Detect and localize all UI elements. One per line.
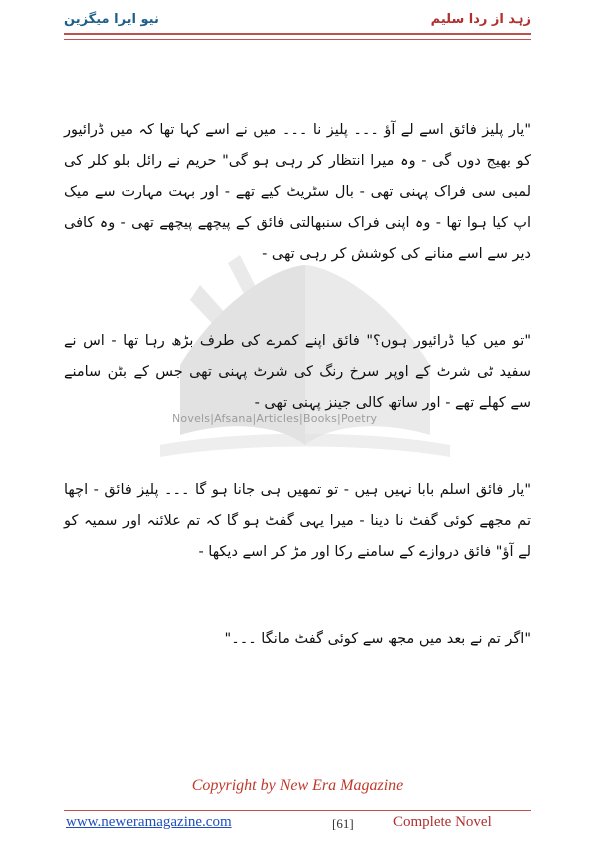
complete-novel-label: Complete Novel <box>393 814 492 830</box>
website-link[interactable]: www.neweramagazine.com <box>66 814 232 830</box>
paragraph: "یار فائق اسلم بابا نہیں ہیں - تو تمھیں ہی جانا ہو گا ۔۔۔ پلیز فائق - اچھا تم مجھے کوئی گفٹ نا دینا - میرا یہی گفٹ ہو گا کہ تم علائنہ اور سمیہ کو لے آؤ" فائق دروازے کے سامنے رکا اور مڑ کر اسے دیکھا - <box>64 482 531 560</box>
header-divider <box>64 33 531 40</box>
magazine-name: نیو ایرا میگزین <box>64 12 159 27</box>
paragraph: "تو میں کیا ڈرائیور ہوں؟" فائق اپنے کمرے کی طرف بڑھ رہا تھا - اس نے سفید ٹی شرٹ کے اوپر سرخ رنگ کی شرٹ پہنی تھی جس کے بٹن سامنے سے کھلے تھے - اور ساتھ کالی جینز پہنی تھی - <box>64 333 531 411</box>
copyright-notice: Copyright by New Era Magazine <box>191 777 404 794</box>
novel-title: زہد از ردا سلیم <box>430 12 531 27</box>
paragraph: "اگر تم نے بعد میں مجھ سے کوئی گفٹ مانگا ۔۔۔" <box>224 631 531 647</box>
page-number: [61] <box>332 816 354 831</box>
novel-body <box>64 115 531 711</box>
footer-divider <box>64 810 531 811</box>
watermark-tagline: Novels|Afsana|Articles|Books|Poetry <box>172 412 378 425</box>
paragraph: "یار پلیز فائق اسے لے آؤ ۔۔۔ پلیز نا ۔۔۔ میں نے اسے کہا تھا کہ میں ڈرائیور کو بھیج دوں گی - وہ میرا انتظار کر رہی ہو گی" حریم نے رائل بلو کلر کی لمبی سی فراک پہنی تھی - بال سٹریٹ کیے تھے - اور بہت مہارت سے میک اپ کیا ہوا تھا - وہ اپنی فراک سنبھالتی فائق کے پیچھے پیچھے تھی - وہ کافی دیر سے اسے منانے کی کوشش کر رہی تھی - <box>64 122 531 262</box>
